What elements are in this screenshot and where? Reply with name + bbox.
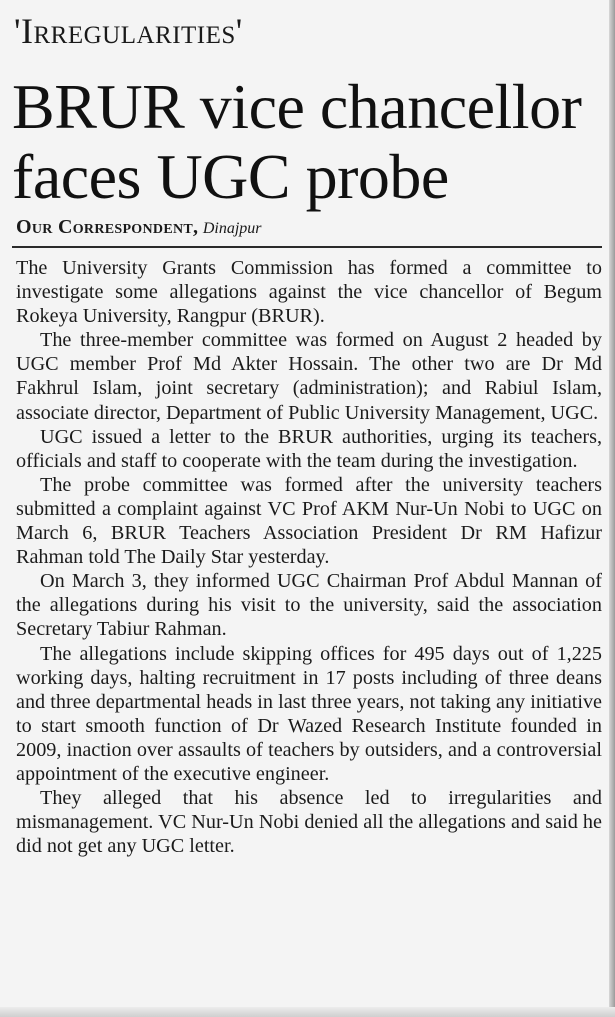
article-byline [16,216,261,239]
article-paragraph: The allegations include skipping offices for 495 days out of 1,225 working days, halting recruitment in 17 posts including of three deans and three departmental heads in last three years, not taking any initiative to start smooth function of Dr Wazed Research Institute founded in 2009, inaction over assaults of teachers by outsiders, and a controversial appointment of the executive engineer. [16,642,602,785]
article-body [16,256,602,858]
article-paragraph: On March 3, they informed UGC Chairman Prof Abdul Mannan of the allegations during his visit to the university, said the association Secretary Tabiur Rahman. [16,570,602,641]
article-paragraph: They alleged that his absence led to irregularities and mismanagement. VC Nur-Un Nobi denied all the allegations and said he did not get any UGC letter. [16,787,602,858]
byline-correspondent: Our Correspondent, [16,216,199,238]
article-paragraph: The probe committee was formed after the university teachers submitted a complaint against VC Prof AKM Nur-Un Nobi to UGC on March 6, BRUR Teachers Association President Dr RM Hafizur Rahman told The Daily Star yesterday. [16,473,602,569]
clipping-shadow-edge [609,0,615,1017]
byline-divider [12,246,602,248]
article-paragraph: The three-member committee was formed on August 2 headed by UGC member Prof Md Akter Hossain. The other two are Dr Md Fakhrul Islam, joint secretary (administration); and Rabiul Islam, associate director, Department of Public University Management, UGC. [16,329,602,424]
clipping-bottom-edge [0,1007,615,1017]
article-headline: BRUR vice chancellor faces UGC probe [12,71,582,212]
article-kicker: 'Irregularities' [14,11,243,51]
article-paragraph: The University Grants Commission has formed a committee to investigate some allegations against the vice chancellor of Begum Rokeya University, Rangpur (BRUR). [16,257,602,328]
byline-location: Dinajpur [202,220,262,237]
article-paragraph: UGC issued a letter to the BRUR authorities, urging its teachers, officials and staff to cooperate with the team during the investigation. [16,425,602,472]
